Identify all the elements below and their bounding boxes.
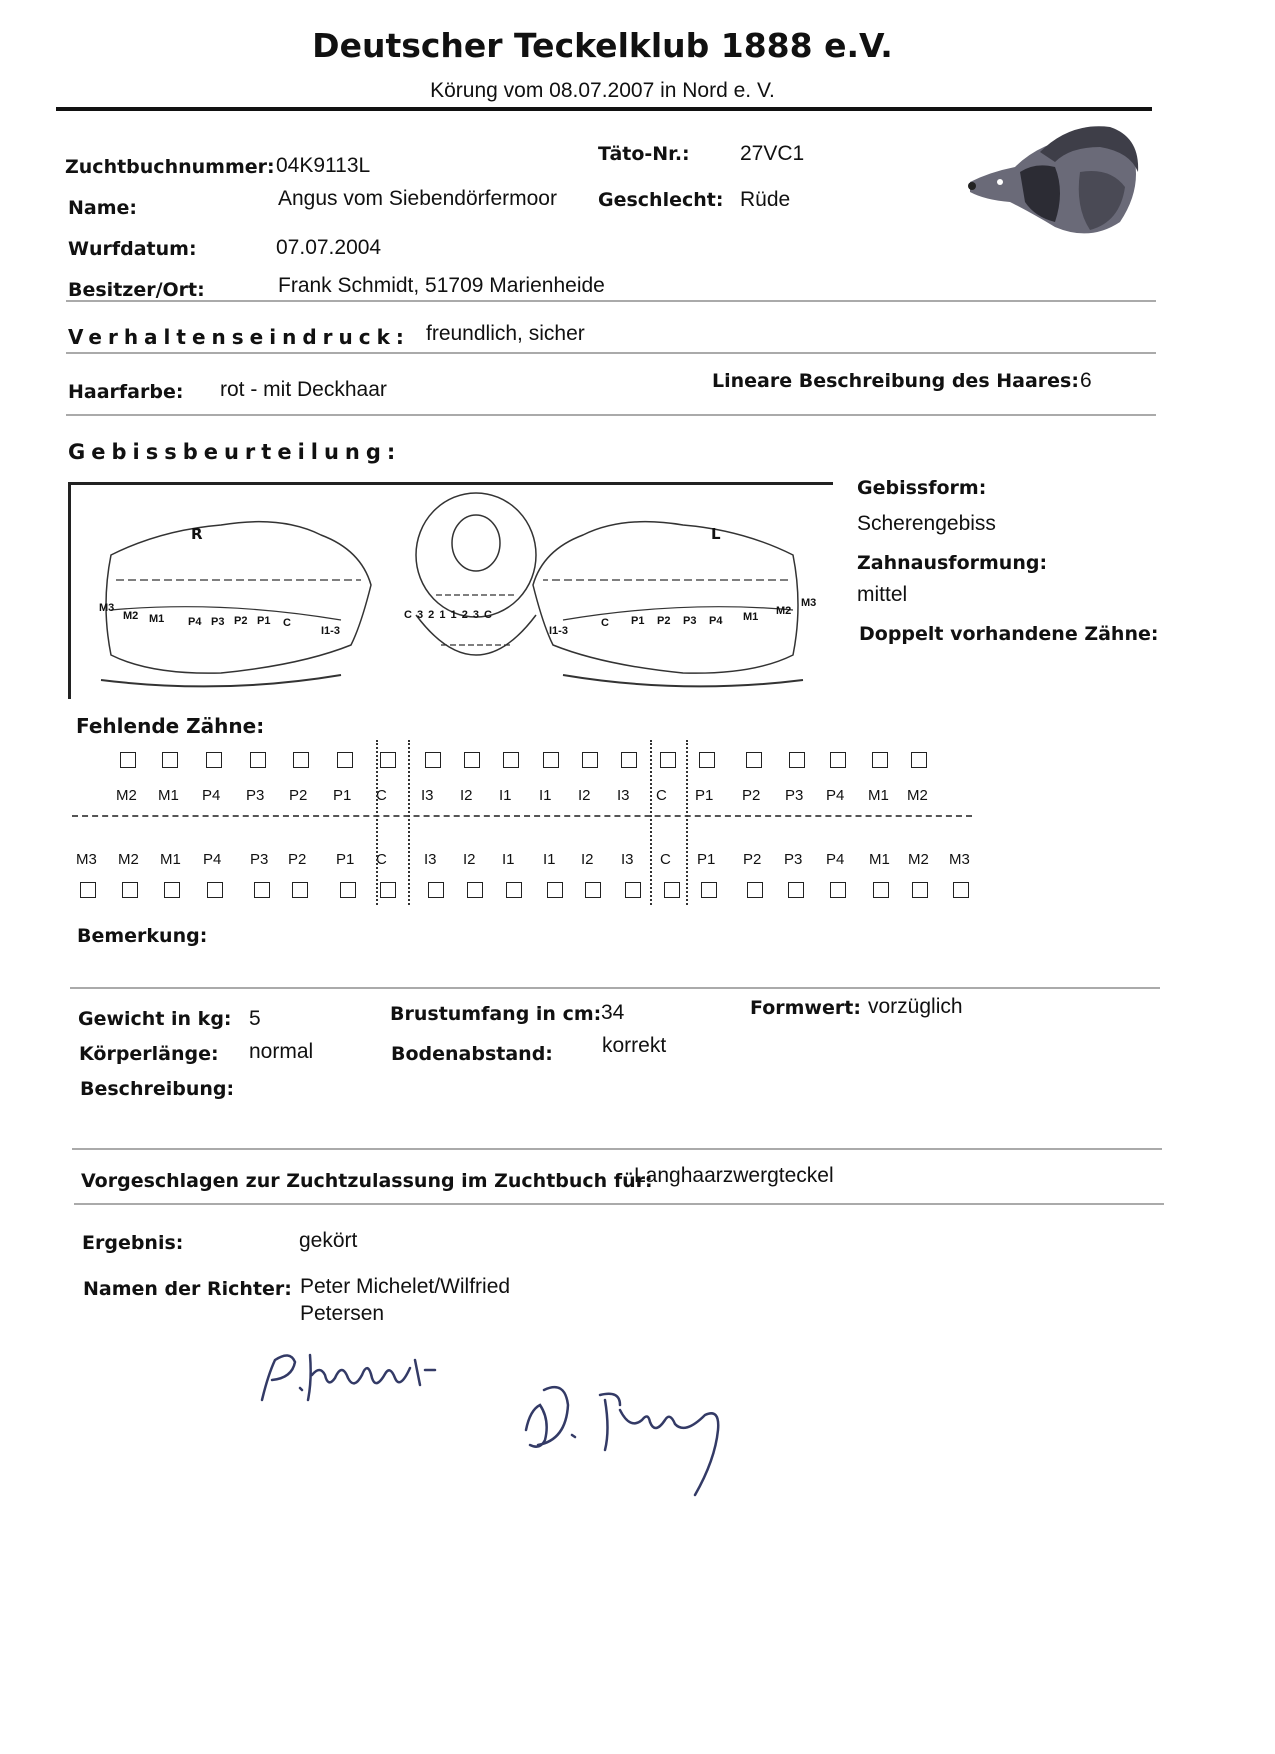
gebiss-title: Gebissbeurteilung:	[68, 440, 402, 464]
tooth-label: I3	[424, 851, 437, 868]
missing-tooth-checkbox[interactable]	[120, 752, 136, 768]
name-label: Name:	[68, 197, 138, 219]
tooth-label: I2	[463, 851, 476, 868]
tooth-label: I2	[581, 851, 594, 868]
formwert-value: vorzüglich	[868, 995, 963, 1018]
tooth-label: P4	[826, 851, 845, 868]
tooth-label: M1	[158, 787, 179, 804]
tooth-label: M3	[76, 851, 97, 868]
besitzer-value: Frank Schmidt, 51709 Marienheide	[278, 274, 605, 297]
linear-label: Lineare Beschreibung des Haares:	[712, 370, 1079, 392]
missing-tooth-checkbox[interactable]	[425, 752, 441, 768]
diagram-tooth-label: C	[283, 617, 291, 629]
verhalten-label: Verhaltenseindruck:	[68, 325, 410, 349]
missing-tooth-checkbox[interactable]	[660, 752, 676, 768]
tooth-label: I3	[421, 787, 434, 804]
verhalten-value: freundlich, sicher	[426, 322, 585, 345]
missing-tooth-checkbox[interactable]	[207, 882, 223, 898]
koerperlaenge-label: Körperlänge:	[79, 1043, 219, 1065]
tooth-label: I1	[543, 851, 556, 868]
beschreibung-label: Beschreibung:	[80, 1078, 235, 1100]
divider	[74, 1203, 1164, 1205]
canine-divider	[408, 740, 410, 905]
missing-tooth-checkbox[interactable]	[380, 752, 396, 768]
missing-tooth-checkbox[interactable]	[701, 882, 717, 898]
brustumfang-value: 34	[601, 1001, 625, 1024]
brustumfang-label: Brustumfang in cm:	[390, 1003, 602, 1025]
tooth-label: C	[376, 851, 387, 868]
tooth-label: P1	[336, 851, 355, 868]
missing-tooth-checkbox[interactable]	[80, 882, 96, 898]
tooth-label: P1	[333, 787, 352, 804]
gewicht-value: 5	[249, 1007, 261, 1030]
doppelt-label: Doppelt vorhandene Zähne:	[859, 623, 1159, 645]
tooth-label: P1	[695, 787, 714, 804]
richter-line1: Peter Michelet/Wilfried	[300, 1275, 511, 1298]
missing-tooth-checkbox[interactable]	[664, 882, 680, 898]
signature-petersen	[520, 1350, 730, 1500]
tooth-label: C	[660, 851, 671, 868]
tooth-label: P3	[250, 851, 269, 868]
geschlecht-value: Rüde	[740, 188, 791, 211]
missing-tooth-checkbox[interactable]	[162, 752, 178, 768]
haarfarbe-value: rot - mit Deckhaar	[220, 378, 387, 401]
bemerkung-label: Bemerkung:	[77, 925, 208, 947]
diagram-tooth-label: M2	[776, 605, 792, 617]
richter-label: Namen der Richter:	[83, 1278, 292, 1300]
zuchtbuch-label: Zuchtbuchnummer:	[65, 156, 275, 178]
missing-tooth-checkbox[interactable]	[292, 882, 308, 898]
tooth-label: I1	[539, 787, 552, 804]
gebissform-label: Gebissform:	[857, 477, 987, 499]
diagram-tooth-label: P1	[257, 615, 271, 627]
tooth-label: I2	[578, 787, 591, 804]
zulassung-label: Vorgeschlagen zur Zuchtzulassung im Zuchtbuch für:	[81, 1170, 653, 1192]
side-l-label: L	[711, 525, 721, 543]
missing-tooth-checkbox[interactable]	[747, 882, 763, 898]
missing-tooth-checkbox[interactable]	[912, 882, 928, 898]
taeto-label: Täto-Nr.:	[598, 143, 690, 165]
diagram-tooth-label: P3	[211, 616, 225, 628]
missing-tooth-checkbox[interactable]	[428, 882, 444, 898]
name-value: Angus vom Siebendörfermoor	[278, 187, 557, 210]
missing-tooth-checkbox[interactable]	[872, 752, 888, 768]
dentition-diagram	[68, 482, 833, 699]
missing-tooth-checkbox[interactable]	[506, 882, 522, 898]
diagram-tooth-label: P1	[631, 615, 645, 627]
tooth-label: C	[656, 787, 667, 804]
missing-tooth-checkbox[interactable]	[788, 882, 804, 898]
signature-michelet	[250, 1340, 450, 1410]
missing-tooth-checkbox[interactable]	[873, 882, 889, 898]
tooth-label: P2	[289, 787, 308, 804]
fehlende-title: Fehlende Zähne:	[76, 714, 265, 738]
tooth-label: I3	[621, 851, 634, 868]
tooth-label: P3	[784, 851, 803, 868]
tooth-label: P1	[697, 851, 716, 868]
tooth-label: M1	[160, 851, 181, 868]
bodenabstand-label: Bodenabstand:	[391, 1043, 553, 1065]
tooth-label: I1	[502, 851, 515, 868]
tooth-label: P3	[785, 787, 804, 804]
missing-tooth-checkbox[interactable]	[340, 882, 356, 898]
missing-tooth-checkbox[interactable]	[789, 752, 805, 768]
missing-tooth-checkbox[interactable]	[250, 752, 266, 768]
missing-tooth-checkbox[interactable]	[164, 882, 180, 898]
tooth-label: P4	[203, 851, 222, 868]
dachshund-illustration	[960, 112, 1150, 252]
diagram-tooth-label: P4	[188, 616, 202, 628]
missing-tooth-checkbox[interactable]	[582, 752, 598, 768]
tooth-label: M2	[118, 851, 139, 868]
tooth-label: M1	[868, 787, 889, 804]
tooth-label: M2	[907, 787, 928, 804]
diagram-tooth-label: M2	[123, 610, 139, 622]
besitzer-label: Besitzer/Ort:	[68, 279, 205, 301]
tooth-label: M1	[869, 851, 890, 868]
wurfdatum-value: 07.07.2004	[276, 236, 382, 259]
diagram-tooth-label: P4	[709, 615, 723, 627]
canine-divider	[650, 740, 652, 905]
missing-tooth-checkbox[interactable]	[543, 752, 559, 768]
taeto-value: 27VC1	[740, 142, 805, 165]
missing-tooth-checkbox[interactable]	[746, 752, 762, 768]
teeth-separator	[72, 815, 972, 817]
side-r-label: R	[191, 525, 203, 543]
tooth-label: P4	[826, 787, 845, 804]
diagram-tooth-label: M1	[149, 613, 165, 625]
diagram-tooth-label: I1-3	[321, 625, 340, 637]
tooth-label: I3	[617, 787, 630, 804]
divider	[70, 987, 1160, 989]
tooth-label: C	[376, 787, 387, 804]
geschlecht-label: Geschlecht:	[598, 189, 724, 211]
zulassung-value: Langhaarzwergteckel	[634, 1164, 834, 1187]
bodenabstand-value: korrekt	[602, 1034, 667, 1057]
missing-tooth-checkbox[interactable]	[464, 752, 480, 768]
divider	[66, 352, 1156, 354]
zahnausformung-value: mittel	[857, 583, 908, 606]
missing-tooth-checkbox[interactable]	[503, 752, 519, 768]
koerperlaenge-value: normal	[249, 1040, 314, 1063]
ergebnis-label: Ergebnis:	[82, 1232, 184, 1254]
missing-tooth-checkbox[interactable]	[585, 882, 601, 898]
header-rule	[56, 107, 1152, 111]
tooth-label: P2	[288, 851, 307, 868]
canine-divider	[376, 740, 378, 905]
missing-tooth-checkbox[interactable]	[625, 882, 641, 898]
formwert-label: Formwert:	[750, 997, 861, 1019]
missing-tooth-checkbox[interactable]	[830, 882, 846, 898]
koerung-subtitle: Körung vom 08.07.2007 in Nord e. V.	[430, 79, 775, 102]
missing-tooth-checkbox[interactable]	[467, 882, 483, 898]
missing-tooth-checkbox[interactable]	[830, 752, 846, 768]
wurfdatum-label: Wurfdatum:	[68, 238, 197, 260]
diagram-tooth-label: C	[601, 617, 609, 629]
missing-tooth-checkbox[interactable]	[953, 882, 969, 898]
tooth-label: M2	[908, 851, 929, 868]
missing-tooth-checkbox[interactable]	[621, 752, 637, 768]
diagram-front-label: C 3 2 1 1 2 3 C	[404, 609, 493, 621]
tooth-label: M2	[116, 787, 137, 804]
missing-tooth-checkbox[interactable]	[911, 752, 927, 768]
ergebnis-value: gekört	[299, 1229, 358, 1252]
canine-divider	[686, 740, 688, 905]
diagram-tooth-label: I1-3	[549, 625, 568, 637]
diagram-tooth-label: M3	[99, 602, 115, 614]
diagram-tooth-label: M3	[801, 597, 817, 609]
missing-tooth-checkbox[interactable]	[254, 882, 270, 898]
haarfarbe-label: Haarfarbe:	[68, 381, 184, 403]
divider	[66, 300, 1156, 302]
missing-tooth-checkbox[interactable]	[206, 752, 222, 768]
missing-tooth-checkbox[interactable]	[547, 882, 563, 898]
missing-tooth-checkbox[interactable]	[380, 882, 396, 898]
missing-tooth-checkbox[interactable]	[699, 752, 715, 768]
tooth-label: P2	[742, 787, 761, 804]
richter-line2: Petersen	[300, 1302, 385, 1325]
club-title: Deutscher Teckelklub 1888 e.V.	[312, 26, 893, 65]
tooth-label: P2	[743, 851, 762, 868]
tooth-label: I2	[460, 787, 473, 804]
diagram-tooth-label: P2	[657, 615, 671, 627]
missing-tooth-checkbox[interactable]	[122, 882, 138, 898]
tooth-label: M3	[949, 851, 970, 868]
zahnausformung-label: Zahnausformung:	[857, 552, 1048, 574]
diagram-tooth-label: M1	[743, 611, 759, 623]
diagram-tooth-label: P3	[683, 615, 697, 627]
divider	[66, 414, 1156, 416]
tooth-label: I1	[499, 787, 512, 804]
zuchtbuch-value: 04K9113L	[276, 154, 371, 177]
gebissform-value: Scherengebiss	[857, 512, 996, 535]
missing-tooth-checkbox[interactable]	[337, 752, 353, 768]
missing-tooth-checkbox[interactable]	[293, 752, 309, 768]
linear-value: 6	[1080, 369, 1092, 392]
diagram-tooth-label: P2	[234, 615, 248, 627]
gewicht-label: Gewicht in kg:	[78, 1008, 232, 1030]
tooth-label: P4	[202, 787, 221, 804]
divider	[72, 1148, 1162, 1150]
tooth-label: P3	[246, 787, 265, 804]
